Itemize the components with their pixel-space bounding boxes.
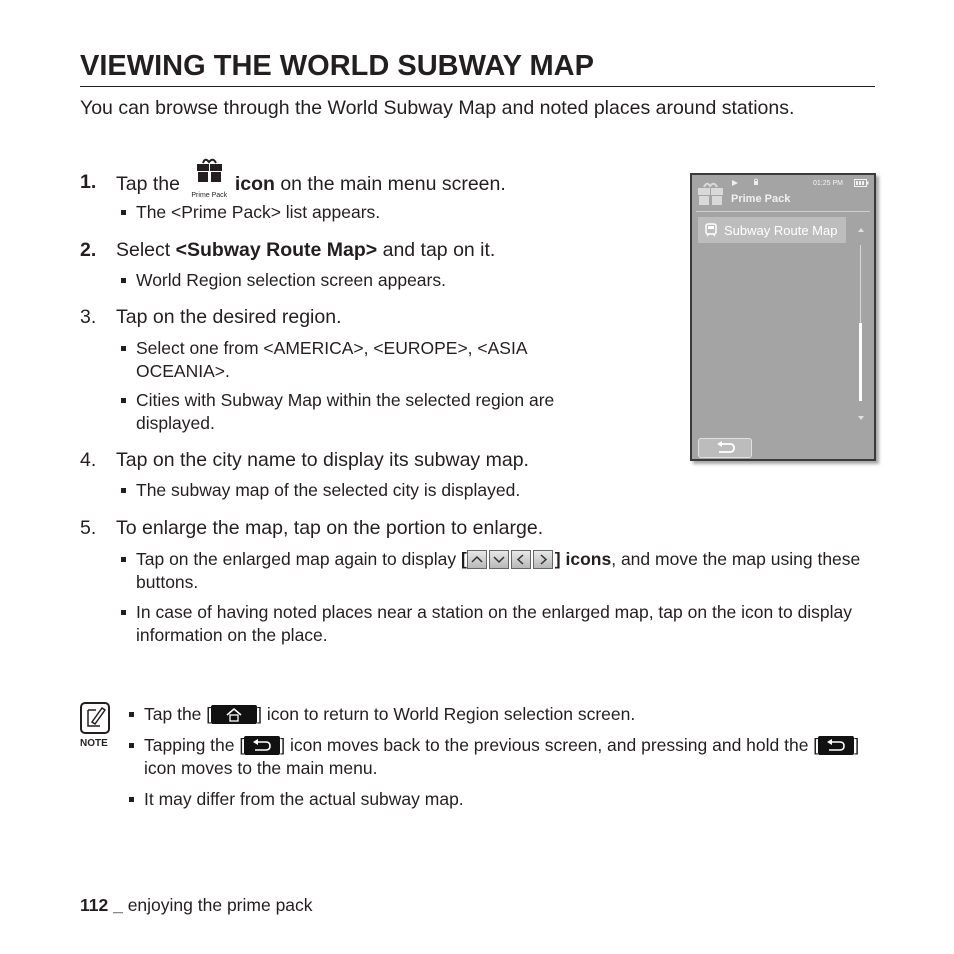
bullet — [121, 337, 621, 383]
step-number: 4. — [80, 449, 97, 471]
bullet — [121, 269, 641, 292]
step-text — [116, 238, 495, 262]
step-2 — [80, 238, 660, 264]
train-icon — [704, 223, 718, 237]
bullet-square — [121, 210, 126, 215]
page-title: VIEWING THE WORLD SUBWAY MAP — [80, 50, 594, 82]
note-text-pre: Tapping the [ — [144, 735, 245, 755]
step-number: 5. — [80, 517, 97, 539]
device-title: Prime Pack — [731, 193, 791, 205]
back-arrow-icon — [713, 441, 737, 455]
step-text-bold: <Subway Route Map> — [175, 239, 378, 261]
step-text-pre: Tap the — [116, 173, 180, 195]
bullet-square — [121, 398, 126, 403]
bullet — [121, 389, 621, 435]
bullet-text: World Region selection screen appears. — [136, 270, 446, 290]
intro-text: You can browse through the World Subway Map and noted places around stations. — [80, 97, 795, 119]
bullet-text-bold: icons — [565, 549, 612, 569]
step-number: 1. — [80, 171, 97, 193]
up-arrow-icon — [467, 550, 487, 569]
bullet-text: Tap on the enlarged map again to display [ ] icons, and move the map using these buttons. — [136, 549, 861, 592]
scroll-down-icon[interactable] — [857, 415, 865, 421]
step-text-post: on the main menu screen. — [280, 173, 506, 195]
note-item — [129, 734, 869, 780]
bullet-square — [121, 346, 126, 351]
note-item — [129, 703, 869, 726]
note-text-post: ] icon moves to the main menu. — [144, 735, 860, 778]
note-text: It may differ from the actual subway map. — [144, 789, 464, 809]
right-arrow-icon — [533, 550, 553, 569]
bullet-text: Select one from <AMERICA>, <EUROPE>, <ASIA OCEANIA>. — [136, 338, 527, 381]
left-arrow-icon — [511, 550, 531, 569]
back-button[interactable] — [698, 438, 752, 458]
bullet-text: Cities with Subway Map within the selected region are displayed. — [136, 390, 555, 433]
pencil-icon — [82, 704, 108, 732]
note-text-post: ] icon to return to World Region selection screen. — [257, 704, 636, 724]
home-icon — [211, 705, 257, 724]
back-icon — [244, 736, 280, 755]
gift-icon — [697, 180, 725, 206]
step-4 — [80, 448, 680, 474]
back-icon — [818, 736, 854, 755]
bullet-square — [129, 743, 134, 748]
step-1 — [80, 170, 660, 199]
prime-pack-icon — [185, 170, 229, 199]
scrollbar-thumb[interactable] — [859, 323, 862, 401]
step-number: 2. — [80, 239, 97, 261]
bullet — [121, 201, 641, 224]
bullet-square — [129, 712, 134, 717]
step-text — [116, 170, 506, 199]
divider — [696, 211, 870, 212]
bullet — [121, 548, 881, 594]
bullet-square — [121, 278, 126, 283]
note-text — [144, 703, 635, 726]
bullet — [121, 601, 881, 647]
bullet-text-pre: Tap on the enlarged map again to display — [136, 549, 457, 569]
step-3 — [80, 305, 660, 331]
note-icon — [80, 702, 110, 734]
bullet-text: The subway map of the selected city is displayed. — [136, 480, 521, 500]
note-item — [129, 788, 869, 811]
step-text-pre: Select — [116, 239, 171, 261]
step-number: 3. — [80, 306, 97, 328]
bullet-text: The <Prime Pack> list appears. — [136, 202, 381, 222]
list-item-label: Subway Route Map — [724, 223, 838, 238]
prime-pack-icon-label: Prime Pack — [191, 192, 228, 199]
bullet-text: In case of having noted places near a station on the enlarged map, tap on the icon to display information on the place. — [136, 602, 853, 645]
device-time: 01:25 PM — [813, 180, 843, 187]
bullet-square — [121, 488, 126, 493]
battery-icon — [854, 179, 869, 187]
bullet-square — [121, 610, 126, 615]
bullet-square — [129, 797, 134, 802]
footer-separator: _ — [108, 895, 128, 915]
list-item-subway-route-map[interactable] — [698, 217, 846, 243]
step-text: Tap on the city name to display its subway map. — [116, 449, 529, 471]
bullet-text-post: , and move the map using these buttons. — [136, 549, 861, 592]
scroll-up-icon[interactable] — [857, 227, 865, 233]
bullet-square — [121, 557, 126, 562]
gift-icon — [185, 156, 229, 182]
lock-icon — [753, 178, 759, 186]
footer-text: enjoying the prime pack — [127, 895, 313, 915]
note-label: NOTE — [80, 738, 108, 749]
step-text: To enlarge the map, tap on the portion to enlarge. — [116, 517, 544, 539]
play-icon — [731, 179, 739, 187]
device-status-bar — [692, 175, 874, 209]
title-rule — [80, 86, 875, 87]
note-text-mid: ] icon moves back to the previous screen, and pressing and hold the [ — [280, 735, 819, 755]
bullet — [121, 479, 641, 502]
step-text: Tap on the desired region. — [116, 306, 342, 328]
note-text-pre: Tap the [ — [144, 704, 212, 724]
note-text — [144, 734, 864, 780]
page-footer — [80, 895, 313, 916]
step-text-bold: icon — [234, 173, 275, 195]
step-text-post: and tap on it. — [382, 239, 496, 261]
device-screen — [690, 173, 876, 461]
down-arrow-icon — [489, 550, 509, 569]
step-5 — [80, 516, 700, 542]
page-number: 112 — [80, 895, 109, 915]
